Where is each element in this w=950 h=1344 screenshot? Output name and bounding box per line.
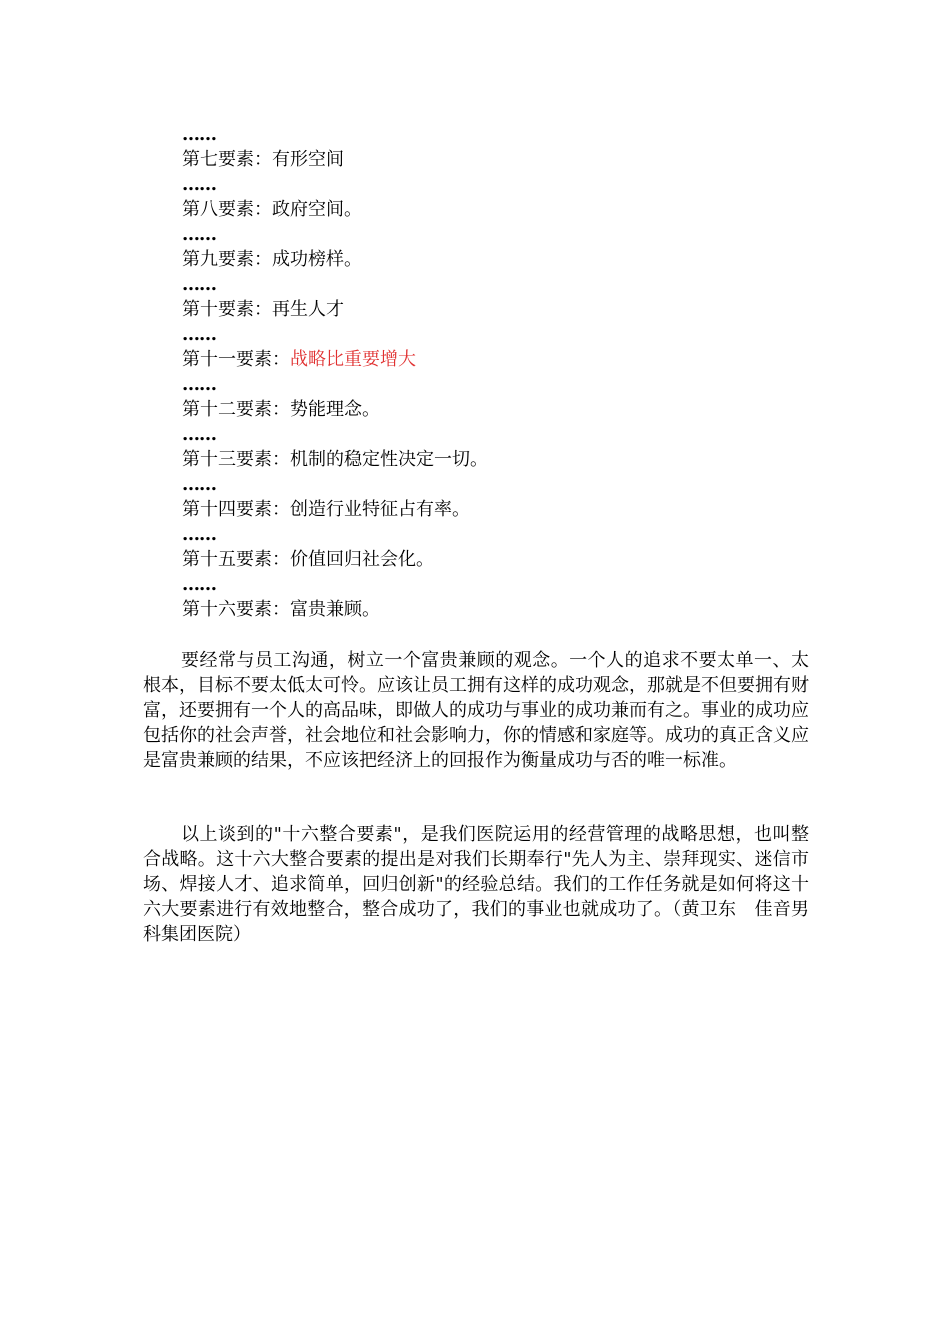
item-prefix: 第十五要素： <box>182 549 290 570</box>
ellipsis-line: …… <box>182 474 216 495</box>
list-item <box>182 247 802 272</box>
item-prefix: 第十四要素： <box>182 499 290 520</box>
ellipsis-line: …… <box>182 174 216 195</box>
item-text: 政府空间。 <box>272 199 362 220</box>
list-item <box>182 397 802 422</box>
ellipsis-line: …… <box>182 324 216 345</box>
ellipsis-line: …… <box>182 374 216 395</box>
item-text: 成功榜样。 <box>272 249 362 270</box>
item-text: 有形空间 <box>272 149 344 170</box>
ellipsis-line: …… <box>182 124 216 145</box>
item-prefix: 第十一要素： <box>182 349 290 370</box>
list-item <box>182 597 802 622</box>
elements-list <box>182 122 802 622</box>
list-item <box>182 197 802 222</box>
list-item <box>182 147 802 172</box>
list-item <box>182 447 802 472</box>
item-prefix: 第十要素： <box>182 299 272 320</box>
list-item <box>182 547 802 572</box>
item-prefix: 第十三要素： <box>182 449 290 470</box>
ellipsis-line: …… <box>182 574 216 595</box>
item-prefix: 第八要素： <box>182 199 272 220</box>
item-text: 势能理念。 <box>290 399 380 420</box>
list-item <box>182 497 802 522</box>
item-text: 再生人才 <box>272 299 344 320</box>
ellipsis-line: …… <box>182 274 216 295</box>
item-text: 富贵兼顾。 <box>290 599 380 620</box>
item-text: 价值回归社会化。 <box>290 549 434 570</box>
list-item <box>182 347 802 372</box>
item-prefix: 第七要素： <box>182 149 272 170</box>
item-prefix: 第十六要素： <box>182 599 290 620</box>
list-item <box>182 297 802 322</box>
ellipsis-line: …… <box>182 224 216 245</box>
item-text: 机制的稳定性决定一切。 <box>290 449 488 470</box>
body-paragraph: 要经常与员工沟通，树立一个富贵兼顾的观念。一个人的追求不要太单一、太根本，目标不要太低太可怜。应该让员工拥有这样的成功观念，那就是不但要拥有财富，还要拥有一个人的高品味，即做人的成功与事业的成功兼而有之。事业的成功应包括你的社会声誉，社会地位和社会影响力，你的情感和家庭等。成功的真正含义应是富贵兼顾的结果，不应该把经济上的回报作为衡量成功与否的唯一标准。 <box>143 650 809 771</box>
item-text: 创造行业特征占有率。 <box>290 499 470 520</box>
item-prefix: 第十二要素： <box>182 399 290 420</box>
item-prefix: 第九要素： <box>182 249 272 270</box>
ellipsis-line: …… <box>182 424 216 445</box>
item-text-highlighted: 战略比重要增大 <box>290 349 416 370</box>
ellipsis-line: …… <box>182 524 216 545</box>
body-paragraph: 以上谈到的"十六整合要素"，是我们医院运用的经营管理的战略思想，也叫整合战略。这十六大整合要素的提出是对我们长期奉行"先人为主、崇拜现实、迷信市场、焊接人才、追求简单，回归创新"的经验总结。我们的工作任务就是如何将这十六大要素进行有效地整合，整合成功了，我们的事业也就成功了。（黄卫东 佳音男科集团医院） <box>143 824 809 945</box>
